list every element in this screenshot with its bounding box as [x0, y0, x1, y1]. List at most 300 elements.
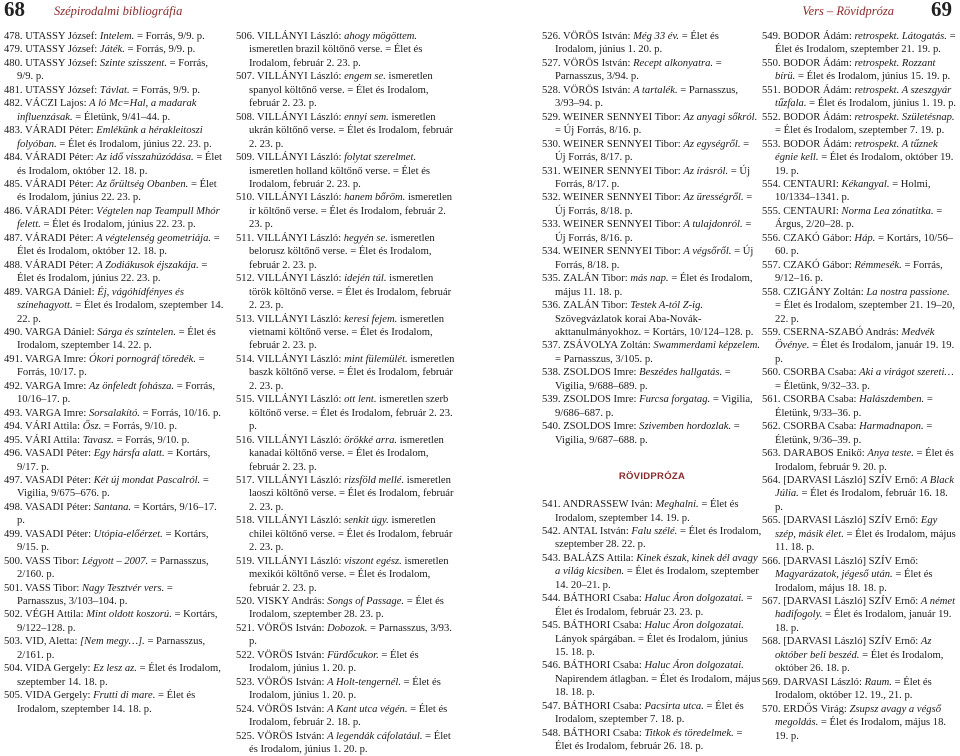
entry-source: = Élet és Irodalom, február 2. 18. p.	[249, 703, 448, 729]
bibliography-column	[762, 30, 958, 743]
bibliography-entry	[4, 689, 224, 716]
entry-source: = Kortárs, 9/122–128. p.	[17, 609, 218, 634]
entry-source: = Életünk, 9/33–36. p.	[775, 394, 933, 419]
entry-number: 529.	[542, 111, 561, 123]
entry-number: 483.	[4, 125, 23, 137]
entry-author: WEINER SENNYEI Tibor:	[563, 219, 681, 231]
entry-title: Az ürességről.	[683, 192, 744, 204]
bibliography-entry	[4, 43, 224, 56]
entry-author: ANDRASSEW Iván:	[562, 499, 653, 511]
entry-source: ismeretlen brazil költőnő verse. = Élet és Irodalom, február 2. 23. p.	[249, 44, 423, 69]
entry-author: VÁRI Attila:	[25, 421, 81, 433]
entry-source: = Élet és Irodalom, szeptember 14. 19. p.	[555, 499, 739, 524]
bibliography-entry	[762, 232, 958, 259]
entry-author: UTASSY József:	[25, 44, 98, 56]
entry-author: VASADI Péter:	[25, 448, 92, 460]
entry-source: = Élet és Irodalom, szeptember 14. 18. p.	[17, 663, 221, 688]
entry-number: 510.	[236, 192, 255, 204]
entry-source: = Élet és Irodalom, június 22. 23. p.	[43, 219, 196, 231]
entry-title: Az őrültség Obanben.	[96, 178, 189, 190]
entry-number: 550.	[762, 57, 781, 69]
entry-source: ismeretlen kanadai költőnő verse. = Élet és Irodalom, február 2. 23. p.	[249, 434, 444, 473]
entry-number: 480.	[4, 57, 23, 69]
entry-source: = Élet és Irodalom, június 22. 23. p.	[59, 138, 212, 150]
entry-number: 566.	[762, 555, 781, 567]
entry-author: VASS Tibor:	[25, 582, 80, 594]
entry-number: 496.	[4, 448, 23, 460]
entry-number: 567.	[762, 596, 781, 608]
entry-author: VÖRÖS István:	[257, 730, 325, 742]
entry-author: VARGA Imre:	[25, 407, 87, 419]
entry-number: 554.	[762, 178, 781, 190]
entry-source: Lányok spárgában. = Élet és Irodalom, június 15. 18. p.	[555, 633, 748, 659]
entry-number: 514.	[236, 353, 255, 365]
entry-author: VILLÁNYI László:	[257, 515, 342, 527]
entry-source: = Parnasszus, 3/103–104. p.	[17, 582, 173, 608]
entry-title: Intelem.	[99, 31, 135, 42]
entry-author: VIDA Gergely:	[25, 690, 91, 702]
entry-title: ott lent.	[344, 394, 377, 406]
entry-source: = Élet és Irodalom, június 1. 20. p.	[249, 676, 441, 702]
entry-source: = Élet és Irodalom, június 22. 23. p.	[17, 178, 217, 204]
bibliography-entry	[542, 339, 762, 366]
entry-number: 553.	[762, 138, 781, 150]
entry-author: CSORBA Csaba:	[783, 421, 857, 433]
entry-author: [DARVASI László] SZÍV Ernő:	[783, 555, 919, 567]
entry-author: DARABOS Enikő:	[783, 448, 865, 460]
entry-number: 491.	[4, 353, 23, 365]
bibliography-entry	[542, 245, 762, 272]
entry-author: [DARVASI László] SZÍV Ernő:	[783, 596, 919, 608]
entry-source: = Élet és Irodalom, május 11. 18. p.	[555, 273, 753, 298]
entry-source: = Kortárs, 9/16–17. p.	[17, 501, 217, 527]
entry-source: = Élet és Irodalom, szeptember 14. 18. p.	[17, 690, 196, 715]
entry-number: 546.	[542, 660, 561, 672]
entry-title: Harmadnapon.	[859, 421, 924, 433]
bibliography-entry	[542, 138, 762, 165]
entry-number: 479.	[4, 44, 23, 56]
entry-title: mint fülemülét.	[344, 353, 408, 365]
entry-source: = Élet és Irodalom, február 16. 18. p.	[775, 488, 948, 513]
entry-author: ANTAL István:	[562, 525, 629, 537]
bibliography-entry	[236, 272, 456, 312]
bibliography-entry	[4, 555, 224, 582]
entry-number: 507.	[236, 71, 255, 83]
entry-title: Szivemben hordozlak.	[639, 421, 732, 433]
entry-title: rizsföld mellé.	[344, 474, 405, 486]
entry-number: 501.	[4, 582, 23, 594]
entry-author: VILLÁNYI László:	[257, 31, 342, 42]
bibliography-column	[236, 30, 456, 756]
bibliography-column	[542, 30, 762, 754]
entry-title: Santana.	[93, 501, 132, 513]
entry-author: VILLÁNYI László:	[257, 313, 342, 325]
bibliography-entry	[762, 259, 958, 286]
bibliography-entry	[236, 151, 456, 191]
entry-source: = Élet és Irodalom, szeptember 7. 18. p.	[555, 700, 744, 726]
entry-author: WEINER SENNYEI Tibor:	[563, 138, 681, 150]
entry-source: = Élet és Irodalom, május 11. 18. p.	[775, 528, 956, 554]
entry-source: = Új Forrás, 8/18. p.	[555, 246, 754, 271]
bibliography-entry	[542, 552, 762, 592]
entry-author: ZSOLDOS Imre:	[563, 421, 637, 433]
bibliography-entry	[236, 555, 456, 595]
page-header	[0, 0, 472, 28]
entry-author: BÁTHORI Csaba:	[563, 727, 642, 739]
entry-author: BALÁZS Attila:	[563, 552, 634, 564]
entry-title: ahogy mögöttem.	[344, 31, 418, 42]
entry-title: A német hadifogoly.	[775, 596, 956, 621]
bibliography-entry	[236, 730, 456, 756]
entry-number: 561.	[762, 394, 781, 406]
entry-author: UTASSY József:	[25, 31, 98, 42]
entry-title: Haluc Áron dolgozatai.	[644, 620, 744, 632]
entry-title: [Nem megy…].	[80, 636, 145, 648]
entry-source: = Élet és Irodalom, június 1. 20. p.	[555, 31, 719, 56]
entry-number: 516.	[236, 434, 255, 446]
entry-number: 523.	[236, 676, 255, 688]
entry-title: Mint oldott koszorú.	[86, 609, 172, 621]
bibliography-entry	[542, 84, 762, 111]
bibliography-column	[4, 30, 224, 716]
entry-title: Anya teste.	[867, 448, 914, 460]
entry-source: ismeretlen baszk költőnő verse. = Élet és Irodalom, február 2. 23. p.	[249, 353, 455, 392]
entry-source: ismeretlen laoszi költőnő verse. = Élet és Irodalom, február 2. 23. p.	[249, 474, 454, 513]
bibliography-entry	[762, 474, 958, 514]
entry-title: Ókori pornográf töredék.	[88, 353, 196, 365]
bibliography-entry	[4, 420, 224, 433]
entry-number: 568.	[762, 636, 781, 648]
bibliography-entry	[762, 420, 958, 447]
bibliography-entry	[4, 259, 224, 286]
entry-author: BODOR Ádám:	[783, 84, 852, 96]
bibliography-entry	[762, 111, 958, 138]
entry-source: = Élet és Irodalom, október 19. 19. p.	[775, 152, 954, 177]
entry-title: engem se.	[344, 71, 386, 83]
entry-source: = Élet és Irodalom, február 9. 20. p.	[775, 448, 954, 473]
bibliography-entry	[762, 57, 958, 84]
entry-title: Dobozok.	[327, 622, 368, 634]
entry-number: 540.	[542, 421, 561, 433]
entry-source: = Forrás, 10/17. p.	[17, 353, 205, 379]
entry-author: VÁCZI Lajos:	[25, 98, 87, 110]
entry-title: Swammerdami képzelem.	[653, 340, 761, 352]
entry-author: VILLÁNYI László:	[257, 71, 342, 83]
entry-number: 541.	[542, 499, 561, 511]
entry-source: = Forrás, 9/9. p.	[136, 31, 205, 42]
entry-number: 504.	[4, 663, 23, 675]
entry-source: = Élet és Irodalom, június 1. 20. p.	[249, 730, 451, 756]
entry-source: ismeretlen holland költőnő verse. = Élet és Irodalom, február 2. 23. p.	[249, 165, 431, 190]
entry-title: Távlat.	[99, 84, 130, 96]
entry-title: Ez lesz az.	[93, 663, 137, 675]
entry-source: = Új Forrás, 8/16. p.	[555, 219, 752, 244]
running-title: Vers – Rövidpróza	[802, 4, 894, 18]
bibliography-entry	[4, 84, 224, 97]
entry-source: = Új Forrás, 8/17. p.	[555, 138, 750, 164]
bibliography-entry	[4, 30, 224, 43]
bibliography-entry	[236, 313, 456, 353]
entry-number: 500.	[4, 555, 23, 567]
entry-source: = Életünk, 9/32–33. p.	[775, 380, 870, 392]
bibliography-entry	[4, 474, 224, 501]
entry-source: ismeretlen belorusz költőnő verse. = Élet és Irodalom, február 2. 23. p.	[249, 232, 435, 271]
entry-number: 517.	[236, 474, 255, 486]
bibliography-entry	[4, 232, 224, 259]
entry-number: 544.	[542, 593, 561, 605]
entry-author: VÁRADI Péter:	[25, 152, 94, 164]
bibliography-entry	[762, 366, 958, 393]
bibliography-entry	[236, 434, 456, 474]
entry-number: 485.	[4, 178, 23, 190]
bibliography-entry	[542, 619, 762, 659]
entry-source: = Parnasszus, 2/160. p.	[17, 555, 209, 581]
bibliography-entry	[236, 649, 456, 676]
entry-title: Az idő visszahúzódása.	[96, 152, 194, 164]
entry-author: ZSÁVOLYA Zoltán:	[563, 340, 651, 352]
bibliography-entry	[4, 447, 224, 474]
entry-title: retrospekt. Rozzant bírü.	[775, 57, 936, 83]
entry-title: Falu szélé.	[631, 525, 678, 537]
entry-source: = Forrás, 9/9. p.	[127, 44, 196, 56]
bibliography-entry	[762, 555, 958, 595]
bibliography-entry	[542, 30, 762, 57]
entry-number: 490.	[4, 326, 23, 338]
entry-source: = Élet és Irodalom, június 15. 19. p.	[797, 71, 951, 83]
entry-author: VÖRÖS István:	[257, 676, 325, 688]
entry-title: Egy szép, másik élet.	[775, 515, 938, 540]
entry-title: Háp.	[854, 232, 876, 244]
entry-author: VASADI Péter:	[25, 474, 92, 486]
bibliography-entry	[762, 595, 958, 635]
entry-title: A végsőről.	[683, 246, 732, 258]
entry-author: VASADI Péter:	[25, 501, 92, 513]
entry-title: Utópia-előérzet.	[93, 528, 163, 540]
entry-number: 552.	[762, 111, 781, 123]
entry-source: Napirendem átlagban. = Élet és Irodalom, május 18. 18. p.	[555, 673, 761, 699]
entry-source: = Élet és Irodalom, június 1. 20. p.	[249, 649, 419, 675]
entry-title: retrospekt. A tűznek égnie kell.	[775, 138, 938, 164]
bibliography-entry	[4, 582, 224, 609]
bibliography-entry	[762, 393, 958, 420]
entry-source: ismeretlen spanyol költőnő verse. = Élet és Irodalom, február 2. 23. p.	[249, 71, 433, 110]
entry-source: = Élet és Irodalom, június 22. 23. p.	[17, 259, 208, 285]
bibliography-entry	[542, 57, 762, 84]
entry-author: CZIGÁNY Zoltán:	[783, 286, 864, 298]
bibliography-entry	[542, 299, 762, 339]
entry-source: = Élet és Irodalom, október 12. 18. p.	[17, 152, 222, 177]
entry-author: WEINER SENNYEI Tibor:	[563, 246, 681, 258]
entry-title: Végtelen nap Teampull Mhór felett.	[17, 205, 220, 231]
bibliography-entry	[236, 232, 456, 272]
entry-title: Haluc Áron dolgozatai.	[644, 660, 744, 672]
entry-author: VÖRÖS István:	[563, 84, 631, 96]
entry-number: 519.	[236, 555, 255, 567]
entry-author: VASS Tibor:	[25, 555, 80, 567]
entry-title: Játék.	[99, 44, 125, 56]
entry-number: 524.	[236, 703, 255, 715]
bibliography-entry	[236, 70, 456, 110]
bibliography-entry	[542, 191, 762, 218]
bibliography-entry	[236, 622, 456, 649]
entry-number: 545.	[542, 620, 561, 632]
entry-number: 502.	[4, 609, 23, 621]
entry-source: = Élet és Irodalom, október 26. 18. p.	[775, 649, 944, 675]
entry-title: hegyén se.	[343, 232, 388, 244]
entry-number: 530.	[542, 138, 561, 150]
entry-title: Beszédes hallgatás.	[639, 367, 723, 379]
entry-author: CENTAURI:	[783, 205, 839, 217]
entry-author: VILLÁNYI László:	[257, 111, 342, 123]
entry-number: 520.	[236, 596, 255, 608]
entry-number: 522.	[236, 649, 255, 661]
entry-title: Haluc Áron dolgozatai.	[644, 593, 744, 605]
entry-source: = Élet és Irodalom, január 19. 18. p.	[775, 609, 952, 634]
bibliography-entry	[542, 659, 762, 699]
entry-number: 506.	[236, 31, 255, 42]
entry-source: = Életünk, 9/36–39. p.	[775, 421, 933, 446]
entry-author: WEINER SENNYEI Tibor:	[563, 111, 681, 123]
entry-source: ismeretlen mexikói költőnő verse. = Élet és Irodalom, február 2. 23. p.	[249, 555, 449, 594]
entry-title: más nap.	[630, 273, 669, 285]
entry-number: 481.	[4, 84, 23, 96]
entry-source: = Új Forrás, 8/17. p.	[555, 165, 751, 190]
page-header	[488, 0, 960, 28]
entry-number: 557.	[762, 259, 781, 271]
entry-source: ismeretlen szerb költőnő verse. = Élet és Irodalom, február 2. 23. p.	[249, 394, 453, 433]
entry-title: Sárga és színtelen.	[97, 326, 176, 338]
entry-number: 534.	[542, 246, 561, 258]
bibliography-entry	[4, 662, 224, 689]
entry-title: A Kant utca végén.	[327, 703, 408, 715]
entry-title: senkit úgy.	[344, 515, 389, 527]
entry-title: retrospekt. Látogatás.	[854, 31, 947, 42]
entry-author: CSERNA-SZABÓ András:	[783, 326, 899, 338]
bibliography-entry	[762, 205, 958, 232]
entry-source: = Vigilia, 9/687–688. p.	[555, 421, 740, 446]
entry-author: BODOR Ádám:	[783, 57, 852, 69]
running-title: Szépirodalmi bibliográfia	[54, 4, 183, 18]
entry-author: VILLÁNYI László:	[257, 434, 342, 446]
right-page	[488, 0, 960, 753]
entry-source: = Élet és Irodalom, szeptember 28. 23. p.	[249, 596, 444, 621]
entry-source: = Forrás, 9/9. p.	[17, 57, 208, 83]
bibliography-entry	[236, 474, 456, 514]
bibliography-entry	[542, 165, 762, 192]
entry-title: A tartalék.	[633, 84, 678, 96]
entry-number: 525.	[236, 730, 255, 742]
entry-title: Norma Lea zónatitka.	[841, 205, 934, 217]
entry-source: = Élet és Irodalom, október 12. 18. p.	[17, 232, 220, 258]
entry-title: Rémmesék.	[854, 259, 902, 271]
bibliography-entry	[4, 57, 224, 84]
entry-title: Nagy Tesztvér vers.	[81, 582, 165, 594]
section-heading: RÖVIDPRÓZA	[618, 471, 686, 483]
entry-number: 543.	[542, 552, 561, 564]
entry-title: ennyi sem.	[344, 111, 389, 123]
entry-number: 531.	[542, 165, 561, 177]
entry-number: 512.	[236, 273, 255, 285]
entry-author: ZALÁN Tibor:	[563, 273, 628, 285]
entry-source: = Élet és Irodalom, szeptember 14. 20–21. p.	[555, 566, 759, 591]
entry-title: Furcsa forgatag.	[639, 394, 711, 406]
bibliography-entry	[542, 525, 762, 552]
bibliography-entry	[542, 218, 762, 245]
entry-author: VÖRÖS István:	[257, 622, 325, 634]
entry-source: = Élet és Irodalom, szeptember 21. 19–20, 22. p.	[775, 300, 955, 325]
entry-title: Az önfeledt fohásza.	[88, 380, 175, 392]
entry-author: [DARVASI László] SZÍV Ernő:	[783, 474, 919, 486]
entry-author: VARGA Imre:	[25, 380, 87, 392]
entry-source: = Élet és Irodalom, február 23. 23. p.	[555, 593, 753, 618]
entry-number: 489.	[4, 286, 23, 298]
entry-number: 542.	[542, 525, 561, 537]
bibliography-entry	[762, 286, 958, 326]
entry-title: idején túl.	[344, 273, 387, 285]
entry-number: 513.	[236, 313, 255, 325]
entry-source: = Élet és Irodalom, május 18. 18. p.	[775, 569, 933, 594]
entry-author: VARGA Dániel:	[25, 326, 95, 338]
bibliography-entry	[4, 635, 224, 662]
entry-title: Titkok és töredelmek.	[644, 727, 734, 739]
entry-source: = Élet és Irodalom, szeptember 28. 22. p.	[555, 525, 762, 551]
entry-author: VÉGH Attila:	[25, 609, 84, 621]
entry-number: 565.	[762, 515, 781, 527]
entry-source: = Élet és Irodalom, május 18. 19. p.	[775, 717, 947, 742]
entry-number: 508.	[236, 111, 255, 123]
entry-title: Songs of Passage.	[327, 596, 405, 608]
bibliography-entry	[4, 407, 224, 420]
entry-source: = Élet és Irodalom, október 12. 19., 21. p.	[775, 676, 932, 702]
entry-source: ismeretlen ukrán költőnő verse. = Élet és Irodalom, február 2. 23. p.	[249, 111, 453, 150]
entry-number: 535.	[542, 273, 561, 285]
entry-title: Recept alkonyatra.	[633, 57, 714, 69]
entry-source: = Forrás, 9/10. p.	[103, 421, 177, 433]
entry-author: BÁTHORI Csaba:	[563, 620, 642, 632]
entry-source: = Forrás, 9/12–16. p.	[775, 259, 943, 285]
entry-source: Szövegvázlatok korai Aba-Novák-akttanulmányokhoz. = Kortárs, 10/124–128. p.	[555, 313, 754, 338]
entry-number: 537.	[542, 340, 561, 352]
entry-title: keresi fejem.	[344, 313, 398, 325]
entry-number: 505.	[4, 690, 23, 702]
bibliography-entry	[762, 514, 958, 554]
entry-source: = Forrás, 9/10. p.	[116, 434, 190, 446]
bibliography-entry	[4, 151, 224, 178]
entry-source: = Kortárs, 9/17. p.	[17, 448, 211, 473]
entry-number: 527.	[542, 57, 561, 69]
entry-author: VILLÁNYI László:	[256, 232, 342, 244]
entry-title: Sorsalakító.	[88, 407, 140, 419]
entry-source: = Parnasszus, 3/105. p.	[555, 353, 653, 365]
entry-author: ZSOLDOS Imre:	[563, 367, 637, 379]
bibliography-entry	[236, 595, 456, 622]
entry-author: VILLÁNYI László:	[257, 192, 342, 204]
entry-source: = Élet és Irodalom, szeptember 14. 22. p.	[17, 300, 224, 325]
entry-author: BÁTHORI Csaba:	[563, 660, 642, 672]
entry-author: VÖRÖS István:	[257, 649, 325, 661]
bibliography-entry	[4, 353, 224, 380]
entry-author: VIDA Gergely:	[25, 663, 91, 675]
entry-source: = Kortárs, 9/15. p.	[17, 528, 209, 554]
entry-author: CSORBA Csaba:	[783, 394, 857, 406]
entry-number: 533.	[542, 219, 561, 231]
entry-title: Éj, vágóhídfényes és színehagyott.	[17, 286, 185, 312]
entry-author: VILLÁNYI László:	[257, 273, 342, 285]
entry-author: ZSOLDOS Imre:	[563, 394, 637, 406]
entry-title: Az anyagi sőkról.	[683, 111, 758, 123]
entry-source: = Vigilia, 9/686–687. p.	[555, 394, 753, 419]
entry-number: 487.	[4, 232, 23, 244]
